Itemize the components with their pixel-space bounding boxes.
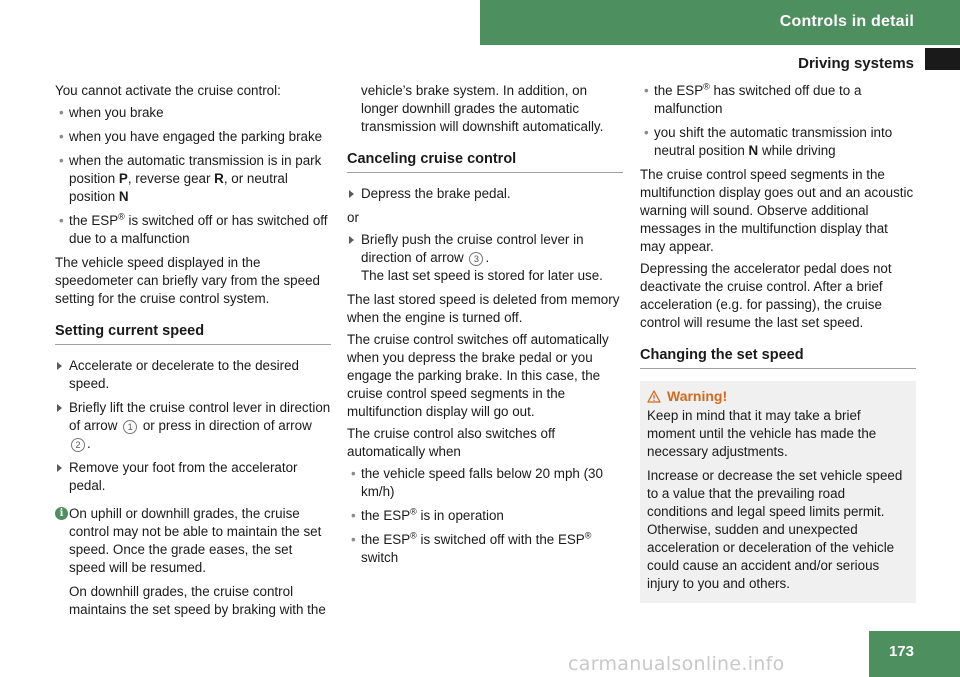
list-item: • the ESP® is switched off with the ESP® switch <box>347 531 623 567</box>
paragraph: Depressing the accelerator pedal does not deactivate the cruise control. After a brief acceleration (e.g. for passing), the cruise control will resume the last set speed. <box>640 261 892 330</box>
list-item: • the ESP® is switched off or has switched off due to a malfunction <box>55 212 331 248</box>
arrow-1-marker: 1 <box>123 420 137 434</box>
heading-setting-speed: Setting current speed <box>55 322 331 345</box>
page-number: 173 <box>888 643 914 660</box>
list-item: • when you have engaged the parking brake <box>55 128 331 146</box>
arrow-3-marker: 3 <box>469 252 483 266</box>
subsection-title: Driving systems <box>798 55 914 72</box>
watermark: carmanualsonline.info <box>568 653 785 675</box>
paragraph: The vehicle speed displayed in the speedometer can briefly vary from the speed setting for the cruise control system. <box>55 255 320 306</box>
warning-triangle-icon <box>647 390 661 403</box>
warning-box <box>640 381 916 603</box>
header-tab-marker <box>925 48 960 70</box>
step-item: Briefly push the cruise control lever in direction of arrow 3 . The last set speed is stored for later use. <box>347 231 623 285</box>
step-item: Depress the brake pedal. <box>347 185 623 203</box>
page-number-box <box>869 631 960 677</box>
step-item: Accelerate or decelerate to the desired speed. <box>55 357 331 393</box>
list-item: • the vehicle speed falls below 20 mph (30 km/h) <box>347 465 623 501</box>
paragraph: The cruise control speed segments in the multifunction display goes out and an acoustic warning will sound. Observe additional messages in the multifunction display that may appear. <box>640 167 914 254</box>
info-icon: i <box>55 507 68 520</box>
warning-title: Warning! <box>667 388 728 404</box>
list-item: • when the automatic transmission is in park position P, reverse gear R, or neutral position N <box>55 152 331 206</box>
column-1 <box>55 82 331 625</box>
arrow-2-marker: 2 <box>71 438 85 452</box>
list-item: • you shift the automatic transmission into neutral position N while driving <box>640 124 916 160</box>
paragraph: The cruise control switches off automatically when you depress the brake pedal or you engage the parking brake. In this case, the cruise control speed segments in the multifunction display will go out. <box>347 332 609 419</box>
list-item: • the ESP® is in operation <box>347 507 623 525</box>
paragraph: vehicle’s brake system. In addition, on longer downhill grades the automatic transmission will downshift automatically. <box>361 83 604 134</box>
info-text: On downhill grades, the cruise control maintains the set speed by braking with the <box>69 584 326 617</box>
section-title: Controls in detail <box>779 13 914 30</box>
paragraph: The last stored speed is deleted from memory when the engine is turned off. <box>347 292 620 325</box>
list-item: • when you brake <box>55 104 331 122</box>
column-2 <box>347 82 623 573</box>
heading-changing-speed: Changing the set speed <box>640 346 916 369</box>
heading-canceling: Canceling cruise control <box>347 150 623 173</box>
info-note <box>55 505 331 619</box>
warning-header <box>647 387 908 405</box>
paragraph: The cruise control also switches off automatically when <box>347 426 556 459</box>
intro-text: You cannot activate the cruise control: <box>55 83 281 98</box>
warning-text: Increase or decrease the set vehicle speed to a value that the prevailing road conditions and legal speed limits permit. Otherwise, sudden and unexpected acceleration or deceleration of the vehicle could cause an accident and/or serious injury to you and others. <box>647 468 903 591</box>
list-item: • the ESP® has switched off due to a malfunction <box>640 82 916 118</box>
step-item: Briefly lift the cruise control lever in direction of arrow 1 or press in direction of arrow 2 . <box>55 399 331 453</box>
info-text: On uphill or downhill grades, the cruise control may not be able to maintain the set speed. Once the grade eases, the set speed will be resumed. <box>69 506 322 575</box>
or-text: or <box>347 210 359 225</box>
step-item: Remove your foot from the accelerator pedal. <box>55 459 331 495</box>
column-3 <box>640 82 916 603</box>
warning-text: Keep in mind that it may take a brief moment until the vehicle has made the necessary adjustments. <box>647 408 877 459</box>
